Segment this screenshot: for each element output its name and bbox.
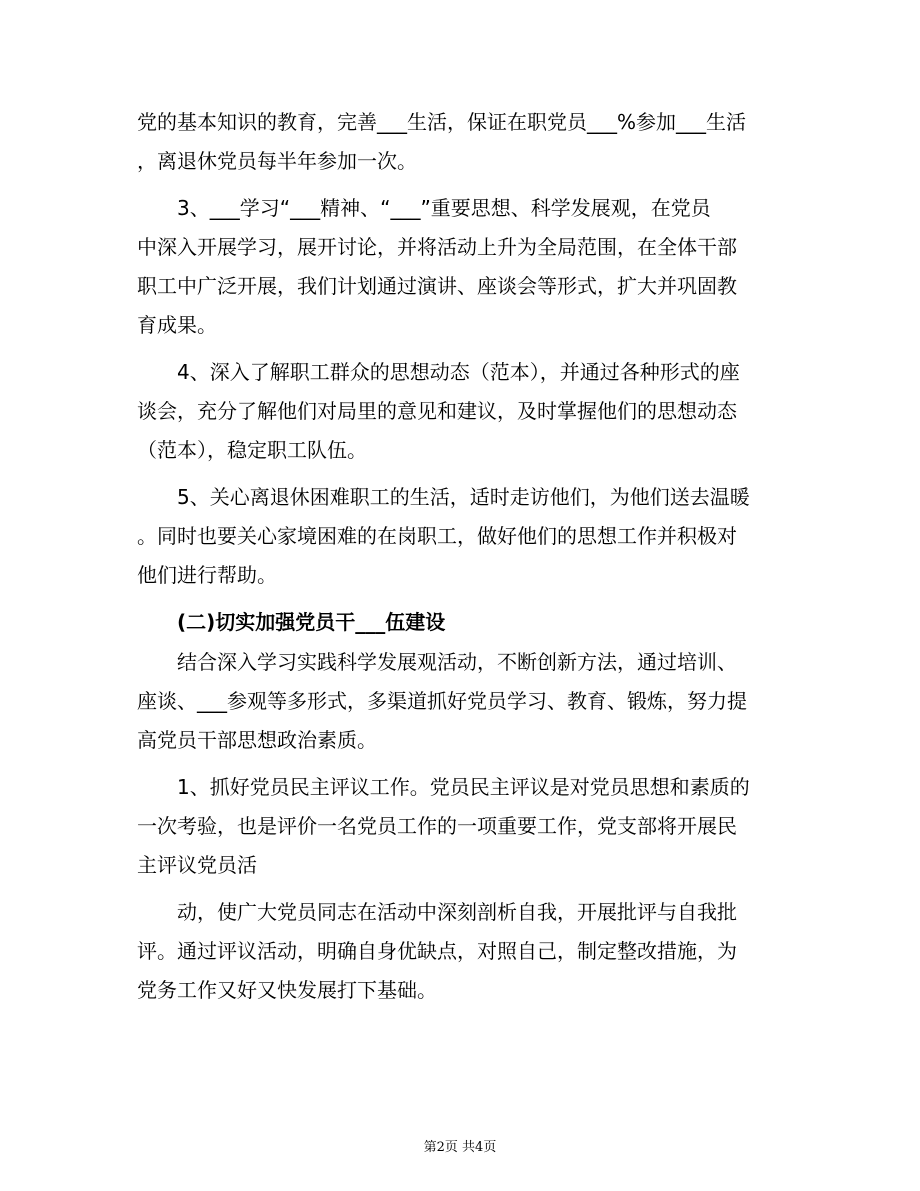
text-line: 。同时也要关心家境困难的在岗职工，做好他们的思想工作并积极对 <box>137 524 737 548</box>
text-line: 谈会，充分了解他们对局里的意见和建议，及时掌握他们的思想动态 <box>137 399 737 423</box>
text-line: 党务工作又好又快发展打下基础。 <box>137 978 437 1002</box>
text-line: 1、抓好党员民主评议工作。党员民主评议是对党员思想和素质的 <box>177 775 750 799</box>
text-line: 中深入开展学习，展开讨论，并将活动上升为全局范围，在全体干部 <box>137 235 737 259</box>
text-line: 动，使广大党员同志在活动中深刻剖析自我，开展批评与自我批 <box>177 900 737 924</box>
text-line: ，离退休党员每半年参加一次。 <box>137 149 417 173</box>
section-heading: (二)切实加强党员干___伍建设 <box>177 610 446 634</box>
text-line: 高党员干部思想政治素质。 <box>137 728 377 752</box>
page-number: 第2页 共4页 <box>423 1140 497 1155</box>
text-line: 党的基本知识的教育，完善___生活，保证在职党员___%参加___生活 <box>137 110 747 134</box>
text-line: （范本），稳定职工队伍。 <box>137 438 367 462</box>
text-line: 主评议党员活 <box>137 853 257 877</box>
text-line: 结合深入学习实践科学发展观活动，不断创新方法，通过培训、 <box>177 650 737 674</box>
text-line: 评。通过评议活动，明确自身优缺点，对照自己，制定整改措施，为 <box>137 939 737 963</box>
text-line: 座谈、___参观等多形式，多渠道抓好党员学习、教育、锻炼，努力提 <box>137 689 747 713</box>
text-line: 5、关心离退休困难职工的生活，适时走访他们，为他们送去温暖 <box>177 485 750 509</box>
text-line: 职工中广泛开展，我们计划通过演讲、座谈会等形式，扩大并巩固教 <box>137 274 737 298</box>
text-line: 4、深入了解职工群众的思想动态（范本），并通过各种形式的座 <box>177 360 740 384</box>
text-line: 一次考验，也是评价一名党员工作的一项重要工作，党支部将开展民 <box>137 814 737 838</box>
text-line: 育成果。 <box>137 313 217 337</box>
text-line: 3、___学习“___精神、“___”重要思想、科学发展观，在党员 <box>177 196 711 220</box>
text-line: 他们进行帮助。 <box>137 563 277 587</box>
